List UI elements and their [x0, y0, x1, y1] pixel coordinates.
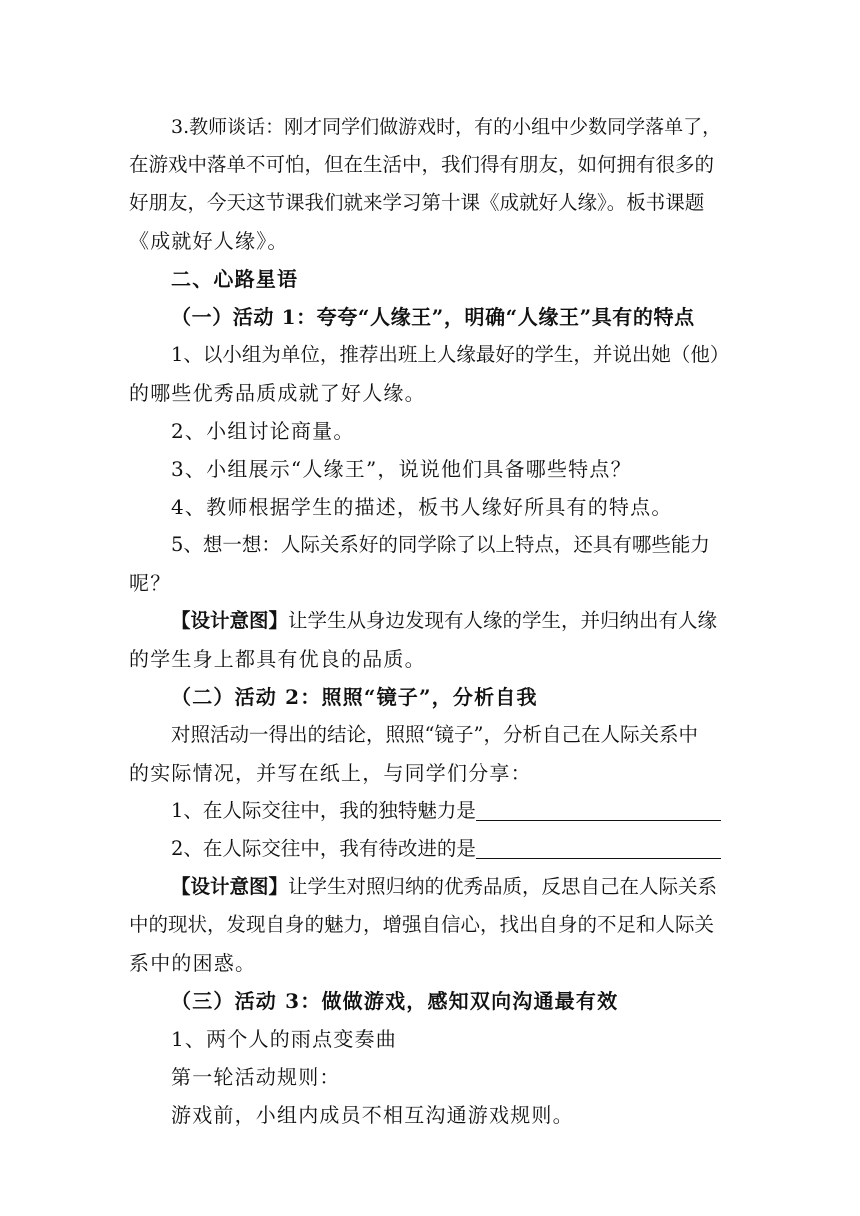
design-intent-paragraph	[129, 868, 731, 906]
design-intent-text: 让学生对照归纳的优秀品质，反思自己在人际关系	[288, 875, 718, 898]
activity-2-intro: 对照活动一得出的结论，照照“镜子”，分析自己在人际关系中	[171, 723, 698, 746]
activity-3-line: 第一轮活动规则：	[171, 1065, 341, 1089]
activity-1-step: 3、小组展示“人缘王”，说说他们具备哪些特点？	[171, 457, 632, 481]
document-body	[129, 108, 731, 1134]
activity-1-step: 4、教师根据学生的描述，板书人缘好所具有的特点。	[171, 495, 673, 519]
intro-paragraph-line: 3.教师谈话：刚才同学们做游戏时，有的小组中少数同学落单了，	[171, 116, 722, 138]
fill-in-prompt: 1、在人际交往中，我的独特魅力是	[171, 799, 476, 822]
fill-in-prompt: 2、在人际交往中，我有待改进的是	[171, 837, 476, 860]
activity-3-line: 游戏前，小组内成员不相互沟通游戏规则。	[171, 1103, 574, 1127]
fill-in-line-2	[129, 830, 731, 868]
intro-paragraph-line: 《成就好人缘》。	[129, 229, 289, 253]
fill-in-line-1	[129, 792, 731, 830]
fill-in-blank[interactable]	[476, 834, 721, 859]
design-intent-text: 让学生从身边发现有人缘的学生，并归纳出有人缘	[288, 609, 718, 632]
activity-2-intro: 的实际情况，并写在纸上，与同学们分享：	[129, 761, 532, 785]
design-intent-text: 的学生身上都具有优良的品质。	[129, 647, 426, 671]
intro-paragraph-line: 在游戏中落单不可怕，但在生活中，我们得有朋友，如何拥有很多的	[129, 153, 715, 176]
activity-1-heading: （一）活动 1：夸夸“人缘王”，明确“人缘王”具有的特点	[171, 305, 695, 329]
design-intent-label: 【设计意图】	[171, 875, 289, 898]
activity-1-step: 1、以小组为单位，推荐出班上人缘最好的学生，并说出她（他）	[171, 343, 730, 366]
activity-1-step: 5、想一想：人际关系好的同学除了以上特点，还具有哪些能力	[171, 533, 710, 556]
activity-1-step: 2、小组讨论商量。	[171, 419, 355, 443]
design-intent-paragraph	[129, 602, 731, 640]
design-intent-text: 系中的困惑。	[129, 951, 257, 975]
fill-in-blank[interactable]	[476, 796, 721, 821]
activity-3-line: 1、两个人的雨点变奏曲	[171, 1027, 397, 1051]
section-heading: 二、心路星语	[171, 267, 299, 291]
activity-1-step: 呢？	[129, 571, 172, 595]
activity-2-heading: （二）活动 2：照照“镜子”，分析自我	[171, 685, 538, 709]
design-intent-text: 中的现状，发现自身的魅力，增强自信心，找出自身的不足和人际关	[129, 913, 715, 936]
design-intent-label: 【设计意图】	[171, 609, 289, 632]
intro-paragraph-line: 好朋友，今天这节课我们就来学习第十课《成就好人缘》。板书课题	[129, 191, 705, 214]
activity-3-heading: （三）活动 3：做做游戏，感知双向沟通最有效	[171, 989, 619, 1013]
activity-1-step: 的哪些优秀品质成就了好人缘。	[129, 381, 426, 405]
